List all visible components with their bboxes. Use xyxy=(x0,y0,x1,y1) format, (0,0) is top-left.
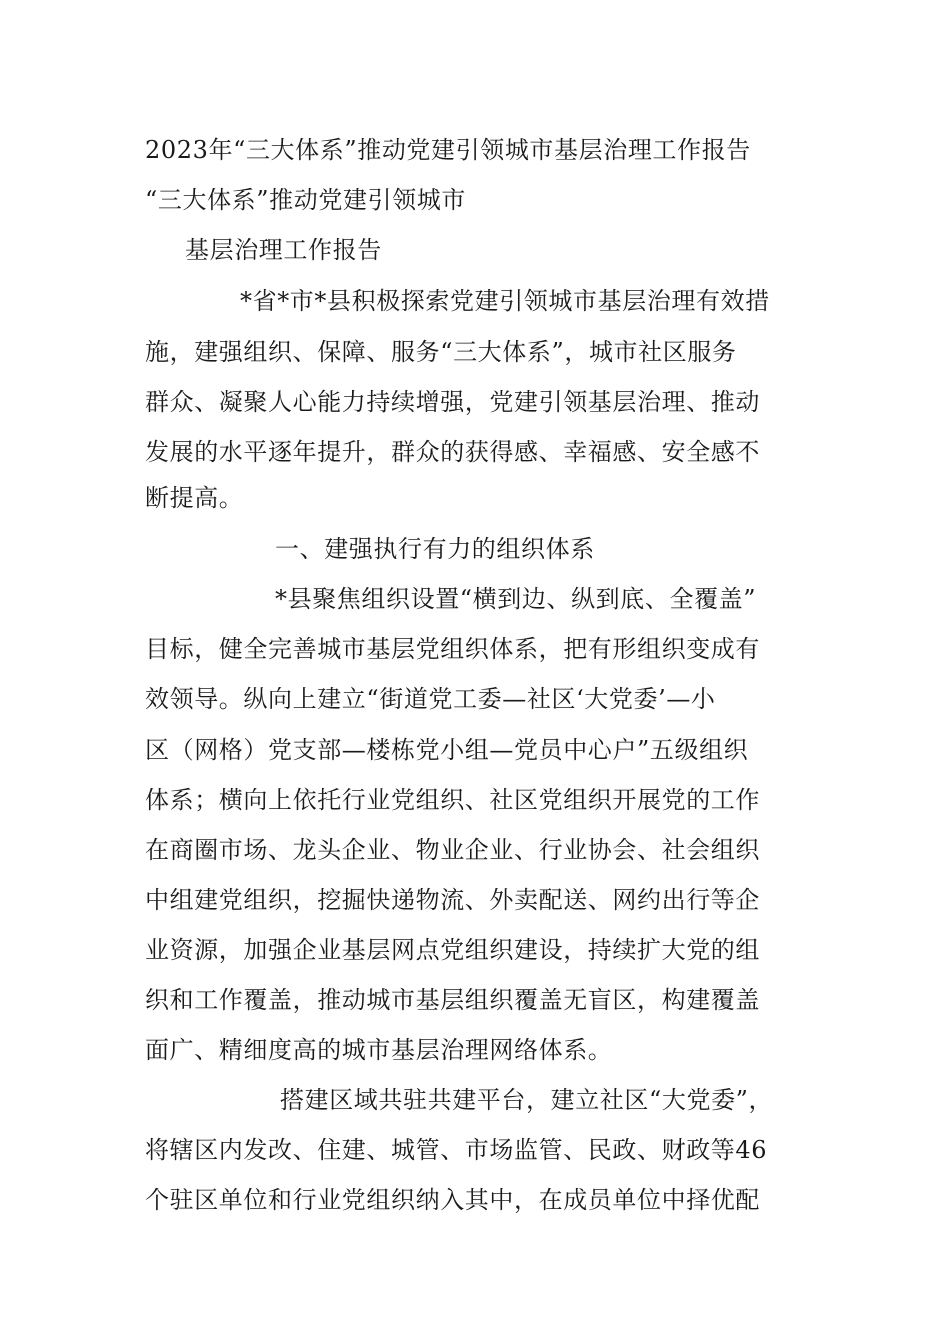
intro-line: 发展的水平逐年提升，群众的获得感、幸福感、安全感不 xyxy=(145,438,760,466)
intro-line: 群众、凝聚人心能力持续增强，党建引领基层治理、推动 xyxy=(145,388,760,416)
intro-line: 断提高。 xyxy=(145,484,244,512)
document-subtitle: 基层治理工作报告 xyxy=(185,236,382,264)
intro-line: 施，建强组织、保障、服务“三大体系”，城市社区服务 xyxy=(145,338,737,366)
document-title-line-1: 2023年“三大体系”推动党建引领城市基层治理工作报告 xyxy=(145,136,751,164)
paragraph-line: 将辖区内发改、住建、城管、市场监管、民政、财政等46 xyxy=(145,1136,768,1164)
intro-line: *省*市*县积极探索党建引领城市基层治理有效措 xyxy=(240,287,770,315)
paragraph-line: 目标，健全完善城市基层党组织体系，把有形组织变成有 xyxy=(145,635,760,663)
paragraph-line: 个驻区单位和行业党组织纳入其中，在成员单位中择优配 xyxy=(145,1186,760,1214)
paragraph-line: 业资源，加强企业基层网点党组织建设，持续扩大党的组 xyxy=(145,936,760,964)
paragraph-line: 织和工作覆盖，推动城市基层组织覆盖无盲区，构建覆盖 xyxy=(145,986,760,1014)
paragraph-line: 面广、精细度高的城市基层治理网络体系。 xyxy=(145,1036,613,1064)
paragraph-line: 在商圈市场、龙头企业、物业企业、行业协会、社会组织 xyxy=(145,836,760,864)
paragraph-line: 区（网格）党支部—楼栋党小组—党员中心户”五级组织 xyxy=(145,736,749,764)
paragraph-line: 中组建党组织，挖掘快递物流、外卖配送、网约出行等企 xyxy=(145,886,760,914)
paragraph-line: *县聚焦组织设置“横到边、纵到底、全覆盖” xyxy=(275,585,757,613)
section-heading: 一、建强执行有力的组织体系 xyxy=(275,535,595,563)
document-title-line-2: “三大体系”推动党建引领城市 xyxy=(145,186,466,214)
paragraph-line: 效领导。纵向上建立“街道党工委—社区‘大党委’—小 xyxy=(145,685,716,713)
paragraph-line: 搭建区域共驻共建平台，建立社区“大党委”， xyxy=(280,1086,774,1114)
paragraph-line: 体系；横向上依托行业党组织、社区党组织开展党的工作 xyxy=(145,786,760,814)
